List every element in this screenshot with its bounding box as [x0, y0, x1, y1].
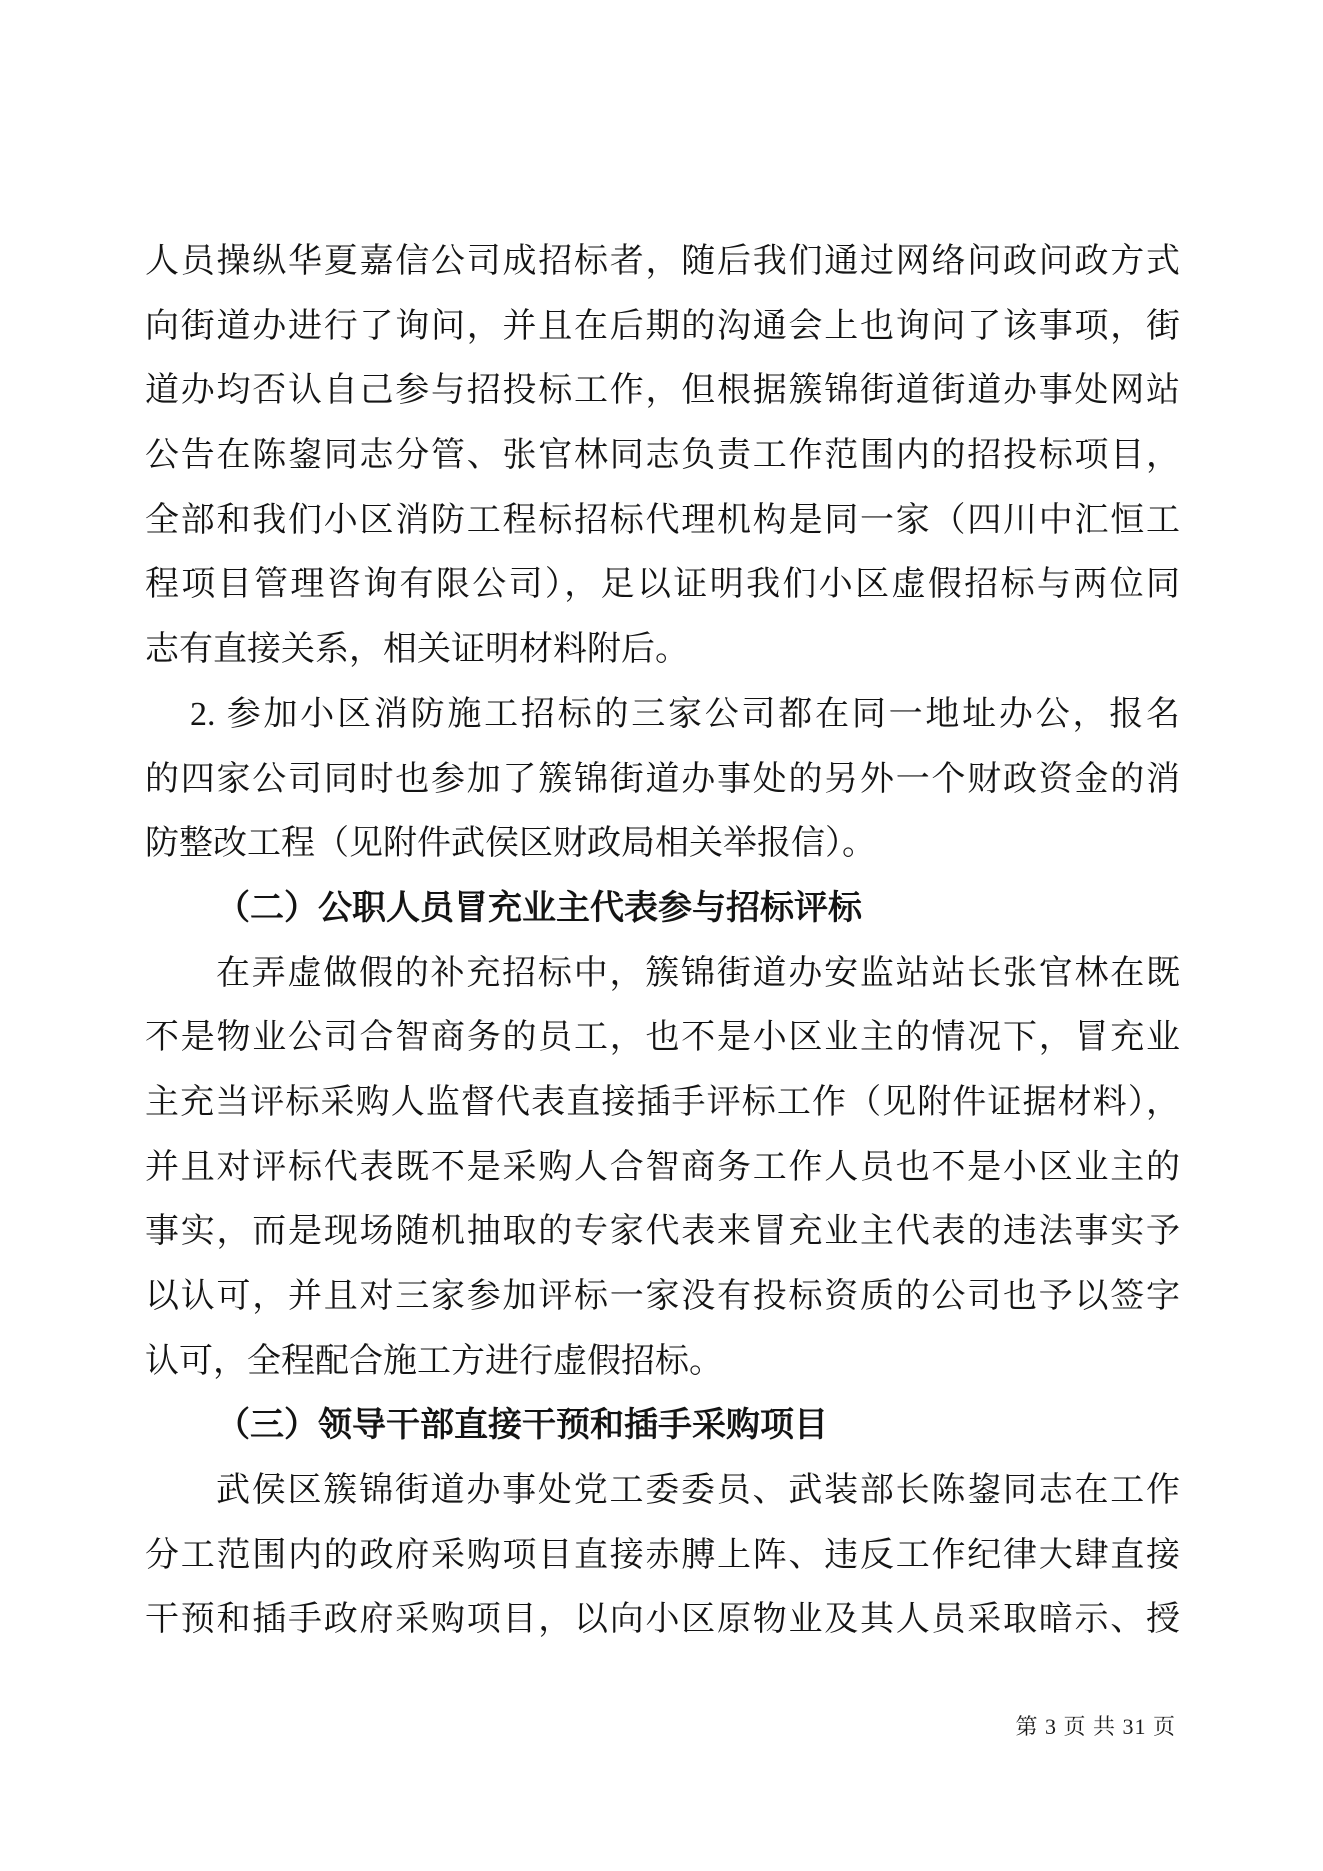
page-number: 第 3 页 共 31 页: [1015, 1714, 1176, 1739]
text-block: [145, 230, 1180, 1653]
text-line: 全部和我们小区消防工程标招标代理机构是同一家（四川中汇恒工: [145, 501, 1180, 539]
text-line: 并且对评标代表既不是采购人合智商务工作人员也不是小区业主的: [145, 1148, 1180, 1186]
text-line: 以认可，并且对三家参加评标一家没有投标资质的公司也予以签字: [145, 1278, 1180, 1315]
text-line: 在弄虚做假的补充招标中，簇锦街道办安监站站长张官林在既: [216, 954, 1180, 992]
section-heading: （二）公职人员冒充业主代表参与招标评标: [216, 889, 862, 927]
text-line: 武侯区簇锦街道办事处党工委委员、武装部长陈鋆同志在工作: [216, 1472, 1180, 1510]
text-line: 公告在陈鋆同志分管、张官林同志负责工作范围内的招投标项目，: [145, 437, 1180, 475]
text-line: 不是物业公司合智商务的员工，也不是小区业主的情况下，冒充业: [145, 1019, 1180, 1057]
text-line: 向街道办进行了询问，并且在后期的沟通会上也询问了该事项，街: [145, 307, 1180, 345]
text-line: 的四家公司同时也参加了簇锦街道办事处的另外一个财政资金的消: [145, 760, 1180, 798]
section-heading: （三）领导干部直接干预和插手采购项目: [216, 1407, 828, 1445]
text-line: 2. 参加小区消防施工招标的三家公司都在同一地址办公，报名: [190, 695, 1180, 733]
text-line: 事实，而是现场随机抽取的专家代表来冒充业主代表的违法事实予: [145, 1213, 1180, 1251]
text-line: 志有直接关系，相关证明材料附后。: [145, 631, 689, 669]
text-line: 认可，全程配合施工方进行虚假招标。: [145, 1342, 723, 1380]
text-line: 程项目管理咨询有限公司），足以证明我们小区虚假招标与两位同: [145, 566, 1180, 604]
text-line: 人员操纵华夏嘉信公司成招标者，随后我们通过网络问政问政方式: [145, 243, 1180, 280]
text-line: 分工范围内的政府采购项目直接赤膊上阵、违反工作纪律大肆直接: [145, 1536, 1180, 1574]
text-line: 干预和插手政府采购项目，以向小区原物业及其人员采取暗示、授: [145, 1601, 1180, 1639]
text-line: 主充当评标采购人监督代表直接插手评标工作（见附件证据材料），: [145, 1083, 1180, 1121]
text-line: 道办均否认自己参与招投标工作，但根据簇锦街道街道办事处网站: [145, 372, 1180, 410]
text-line: 防整改工程（见附件武侯区财政局相关举报信）。: [145, 825, 876, 863]
